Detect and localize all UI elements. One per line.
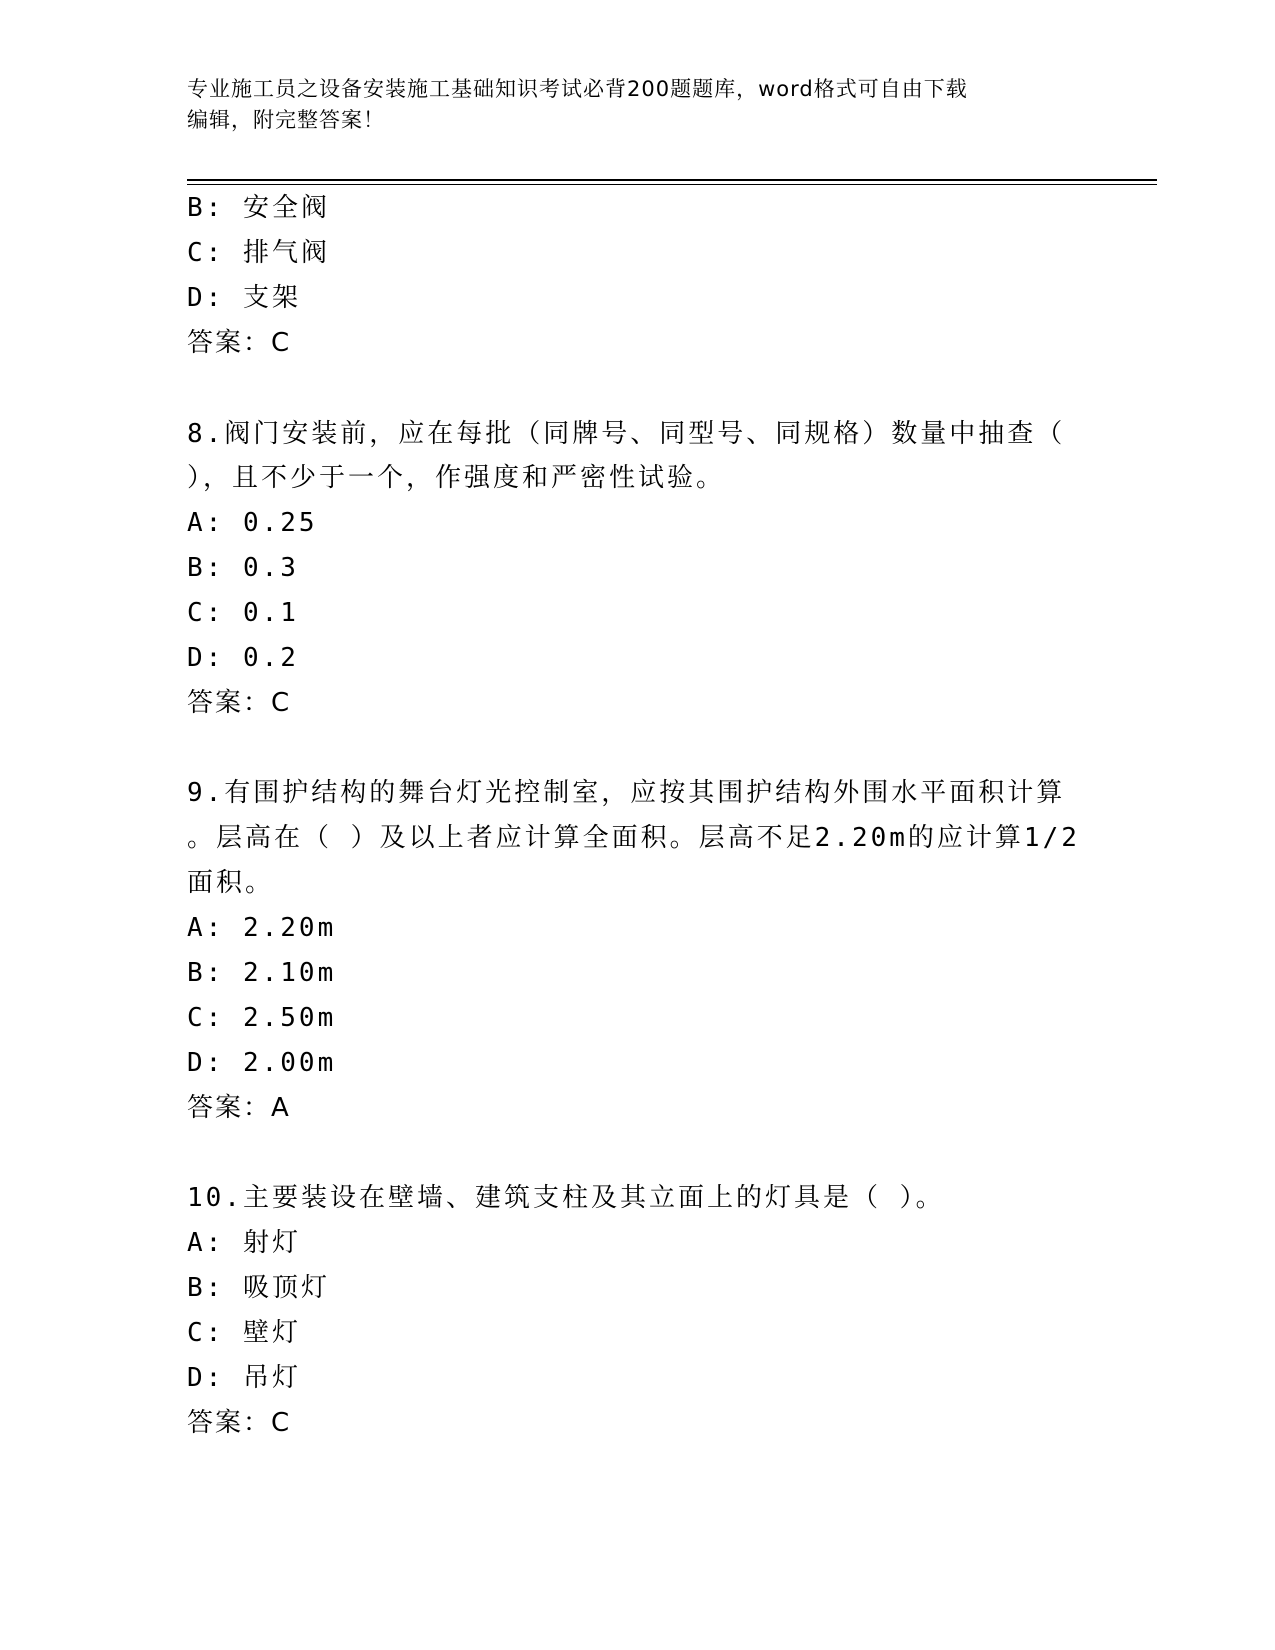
q10-option-a: A: 射灯 [187,1228,301,1258]
q10-answer: 答案：C [187,1408,292,1438]
q8-option-a: A: 0.25 [187,508,318,538]
q7-option-b: B: 安全阀 [187,193,330,223]
q9-option-d: D: 2.00m [187,1048,337,1078]
q8-option-c: C: 0.1 [187,598,299,628]
header-line-2: 编辑，附完整答案！ [187,108,385,132]
q10-option-b: B: 吸顶灯 [187,1273,330,1303]
q8-option-b: B: 0.3 [187,553,299,583]
q9-option-a: A: 2.20m [187,913,337,943]
q10-stem-line-1: 10.主要装设在壁墙、建筑支柱及其立面上的灯具是（ ）。 [187,1183,945,1213]
header-divider-thick [187,179,1157,181]
q9-stem-line-1: 9.有围护结构的舞台灯光控制室，应按其围护结构外围水平面积计算 [187,778,1066,808]
q7-option-c: C: 排气阀 [187,238,330,268]
q7-option-d: D: 支架 [187,283,301,313]
q10-option-d: D: 吊灯 [187,1363,301,1393]
q9-stem-line-2: 。层高在（ ）及以上者应计算全面积。层高不足2.20m的应计算1/2 [187,823,1080,853]
q9-answer: 答案：A [187,1093,291,1123]
q7-answer: 答案：C [187,328,292,358]
q8-stem-line-1: 8.阀门安装前，应在每批（同牌号、同型号、同规格）数量中抽查（ [187,419,1066,449]
q9-option-c: C: 2.50m [187,1003,337,1033]
document-header [187,74,1067,136]
q9-stem-line-3: 面积。 [187,868,275,898]
q8-stem-line-2: ），且不少于一个，作强度和严密性试验。 [187,463,726,493]
q8-answer: 答案：C [187,688,292,718]
header-divider-thin [187,184,1157,185]
q8-option-d: D: 0.2 [187,643,299,673]
q10-option-c: C: 壁灯 [187,1318,301,1348]
q9-option-b: B: 2.10m [187,958,337,988]
header-line-1: 专业施工员之设备安装施工基础知识考试必背200题题库，word格式可自由下载 [187,77,968,101]
